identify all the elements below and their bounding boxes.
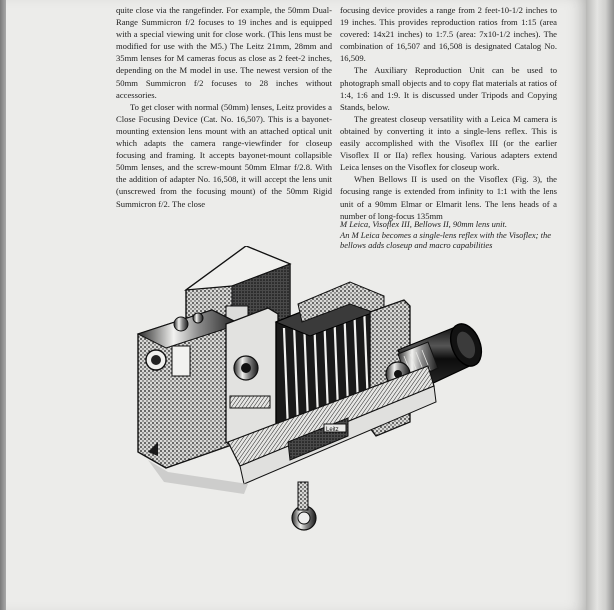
camera-bellows-illustration <box>128 246 488 546</box>
paragraph: To get closer with normal (50mm) lenses, Leitz provides a Close Focusing Device (Cat. No. 16,507). This is a bayonet-mounting extension lens mount with an attached optical unit which adapts the camera range-viewfinder for closeup focusing and framing. It accepts bayonet-mount collapsible 50mm lenses, and the screw-mount 50mm Elmar f/2.8. With the addition of adapter No. 16,508, it will accept the lens unit (unscrewed from the focusing mount) of the 50mm Rigid Summicron f/2. The close <box>116 101 332 209</box>
paragraph: The Auxiliary Reproduction Unit can be used to photograph small objects and to copy flat materials at ratios of 1:4, 1:6 and 1:9. It is discussed under Tripods and Copying Stands, below. <box>340 65 557 112</box>
page-edge <box>586 0 614 610</box>
caption-line-1: M Leica, Visoflex III, Bellows II, 90mm lens unit. <box>340 219 507 229</box>
left-text-column <box>116 4 332 210</box>
paragraph: The greatest closeup versatility with a Leica M camera is obtained by converting it into a single-lens reflex. This is easily accomplished with the Visoflex III (or the earlier Visoflex II or IIa) reflex housing. Various adapters extend Leica lenses on the Visoflex for closeup work. <box>340 113 557 173</box>
paragraph: When Bellows II is used on the Visoflex (Fig. 3), the focusing range is extended from infinity to 1:1 with the lens unit of a 90mm Elmar or Elmarit lens. The lens heads of a number of long-focus 135mm <box>340 174 557 221</box>
focusing-knob <box>292 482 316 530</box>
leitz-mark: Leitz <box>326 427 339 433</box>
paragraph: focusing device provides a range from 2 feet-10-1/2 inches to 19 inches. This provides reproduction ratios from 1:15 (area covered: 14x21 inches) to 1:7.5 (area: 7x10-1/2 inches). The combination of 16,507 and 16,508 is designated Catalog No. 16,509. <box>340 5 557 64</box>
leica-m-camera <box>138 310 240 468</box>
paragraph: quite close via the rangefinder. For example, the 50mm Dual-Range Summicron f/2 focuses to 19 inches and is equipped with a special viewing unit for close work. (This lens must be modified for use with the M5.) The Leitz 21mm, 28mm and 35mm lenses for M cameras focus as close as 2 feet-2 inches, depending on the M model in use. The newest version of the 50mm Summicron f/2 focuses to 28 inches without accessories. <box>116 5 332 100</box>
right-text-column <box>340 4 557 222</box>
caption-line-2: An M Leica becomes a single-lens reflex with the Visoflex; the bellows adds closeup and macro capabilities <box>340 229 552 251</box>
